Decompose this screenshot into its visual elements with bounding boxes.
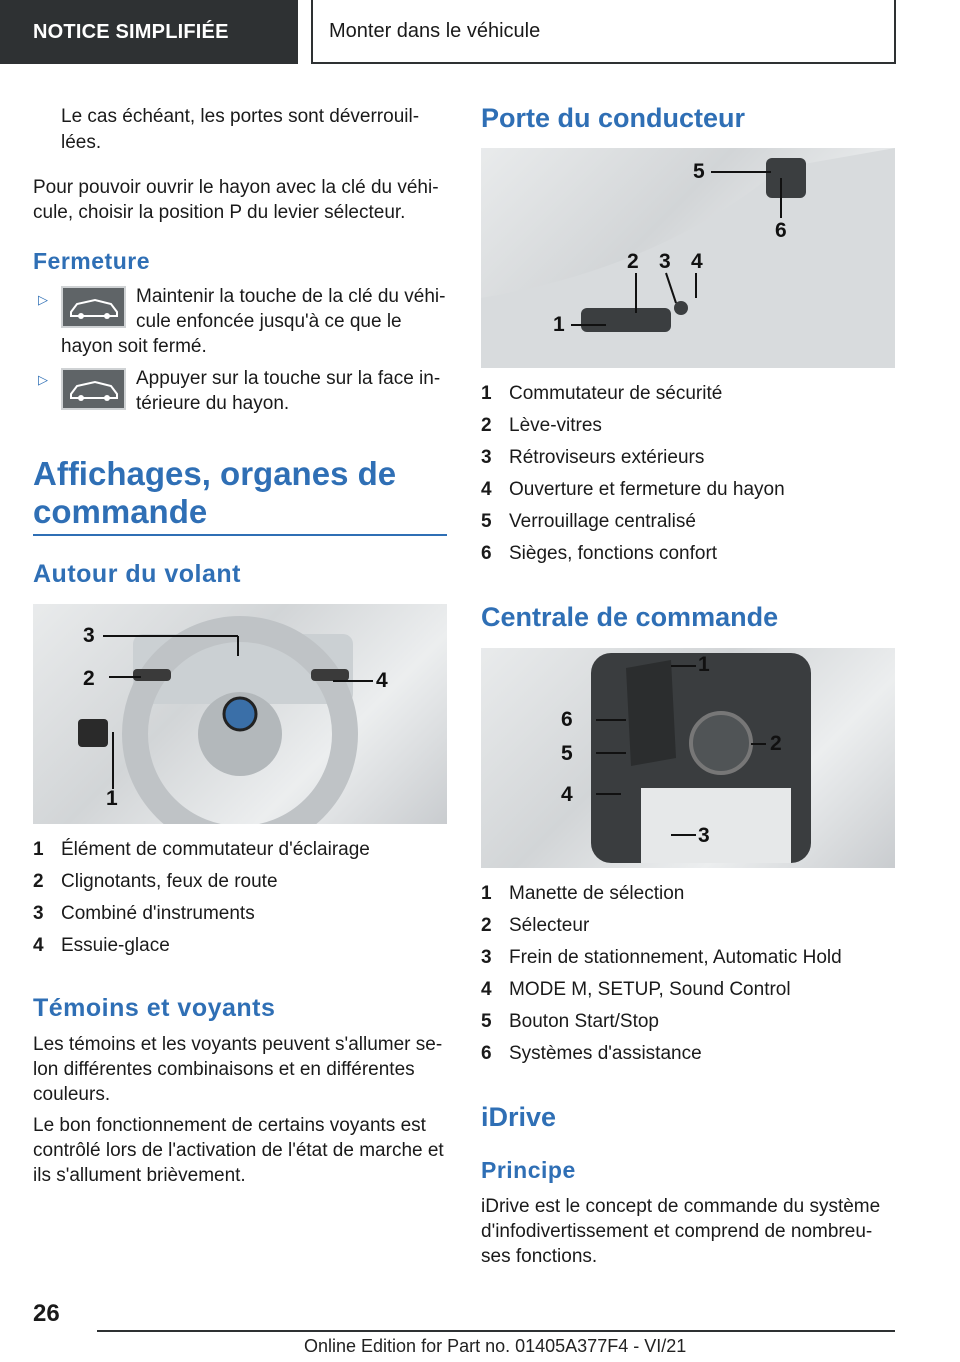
legend-item: 1 Commutateur de sécurité <box>481 383 723 404</box>
callout-4: 4 <box>561 783 573 806</box>
header-section-title: NOTICE SIMPLIFIÉE <box>0 0 298 64</box>
callout-2: 2 <box>83 667 95 690</box>
text-b1c: hayon soit fermé. <box>61 336 207 357</box>
heading-porte-conducteur: Porte du conducteur <box>481 103 746 133</box>
callout-2: 2 <box>770 732 782 755</box>
heading-centrale-commande: Centrale de commande <box>481 602 779 632</box>
heading-autour-volant: Autour du volant <box>33 560 241 588</box>
heading-idrive: iDrive <box>481 1102 557 1132</box>
bullet-triangle-icon: ▷ <box>38 292 48 307</box>
heading-fermeture: Fermeture <box>33 248 150 274</box>
callout-1: 1 <box>698 653 710 676</box>
callout-3: 3 <box>698 824 710 847</box>
footer-edition: Online Edition for Part no. 01405A377F4 - VI/21 <box>304 1336 687 1356</box>
driver-door-image <box>481 148 895 368</box>
callout-4: 4 <box>376 669 388 692</box>
text-b1b: cule enfoncée jusqu'à ce que le <box>136 311 402 332</box>
center-console-image <box>481 648 895 868</box>
footer-rule <box>97 1330 895 1332</box>
callout-1: 1 <box>106 787 118 810</box>
legend-item: 6 Systèmes d'assistance <box>481 1043 702 1064</box>
callout-3: 3 <box>659 250 671 273</box>
legend-item: 3 Rétroviseurs extérieurs <box>481 447 705 468</box>
bullet-triangle-icon: ▷ <box>38 372 48 387</box>
callout-6: 6 <box>775 219 787 242</box>
text-i1a: iDrive est le concept de commande du système <box>481 1196 881 1217</box>
callout-4: 4 <box>691 250 703 273</box>
car-key-hatch-icon <box>61 286 126 328</box>
text-p1b: lées. <box>61 132 102 153</box>
text-p2a: Pour pouvoir ouvrir le hayon avec la clé du véhi- <box>33 177 439 198</box>
text-i1c: ses fonctions. <box>481 1246 598 1267</box>
legend-item: 2 Sélecteur <box>481 915 590 936</box>
car-hatch-inner-icon <box>61 368 126 410</box>
callout-5: 5 <box>693 160 705 183</box>
heading-affichages: Affichages, organes de <box>33 455 397 492</box>
text-t1c: couleurs. <box>33 1084 111 1105</box>
callout-1: 1 <box>553 313 565 336</box>
callout-6: 6 <box>561 708 573 731</box>
header-chapter-title: Monter dans le véhicule <box>311 0 896 64</box>
text-b2a: Appuyer sur la touche sur la face in- <box>136 368 441 389</box>
heading-rule <box>33 534 447 536</box>
legend-item: 1 Élément de commutateur d'éclairage <box>33 839 370 860</box>
legend-item: 2 Lève-vitres <box>481 415 602 436</box>
text-t1a: Les témoins et les voyants peuvent s'allumer se- <box>33 1034 443 1055</box>
legend-item: 5 Bouton Start/Stop <box>481 1011 659 1032</box>
page-number: 26 <box>33 1300 60 1327</box>
text-t2c: ils s'allument brièvement. <box>33 1165 246 1186</box>
callout-5: 5 <box>561 742 573 765</box>
legend-item: 2 Clignotants, feux de route <box>33 871 278 892</box>
heading-principe: Principe <box>481 1157 576 1183</box>
callout-2: 2 <box>627 250 639 273</box>
text-p1: Le cas échéant, les portes sont déverrouil- <box>61 106 420 127</box>
legend-item: 3 Combiné d'instruments <box>33 903 255 924</box>
legend-item: 1 Manette de sélection <box>481 883 685 904</box>
legend-item: 3 Frein de stationnement, Automatic Hold <box>481 947 842 968</box>
legend-item: 5 Verrouillage centralisé <box>481 511 696 532</box>
text-p2b: cule, choisir la position P du levier sélecteur. <box>33 202 406 223</box>
heading-affichages-line2: commande <box>33 493 208 530</box>
text-i1b: d'infodivertissement et comprend de nombreu- <box>481 1221 873 1242</box>
text-t1b: lon différentes combinaisons et en différentes <box>33 1059 415 1080</box>
text-b1a: Maintenir la touche de la clé du véhi- <box>136 286 446 307</box>
text-b2b: térieure du hayon. <box>136 393 290 414</box>
legend-item: 4 Ouverture et fermeture du hayon <box>481 479 785 500</box>
text-t2a: Le bon fonctionnement de certains voyants est <box>33 1115 426 1136</box>
text-t2b: contrôlé lors de l'activation de l'état de marche et <box>33 1140 444 1161</box>
legend-item: 4 Essuie-glace <box>33 935 170 956</box>
legend-item: 6 Sièges, fonctions confort <box>481 543 718 564</box>
steering-wheel-image <box>33 604 447 824</box>
legend-item: 4 MODE M, SETUP, Sound Control <box>481 979 791 1000</box>
heading-temoins: Témoins et voyants <box>33 994 276 1022</box>
callout-3: 3 <box>83 624 95 647</box>
